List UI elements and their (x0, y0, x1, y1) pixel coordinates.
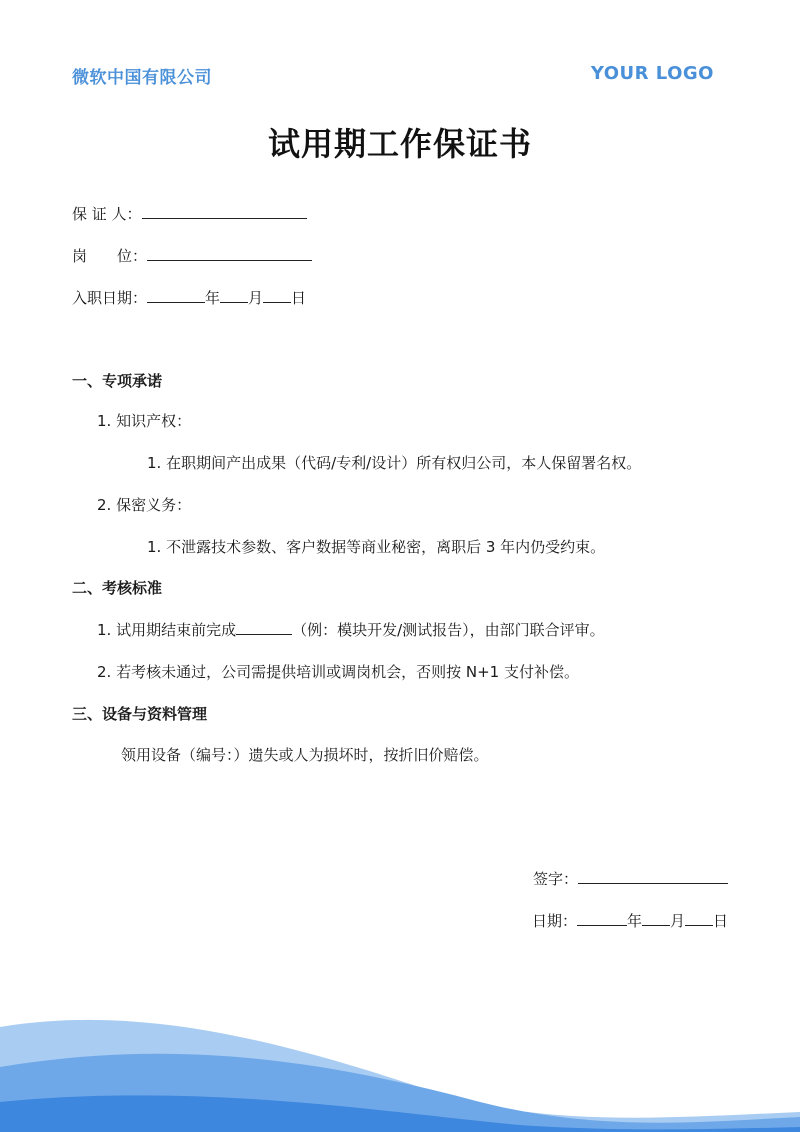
signature-date-label: 日期： (531, 912, 577, 930)
entry-day-label: 日 (291, 289, 307, 307)
guarantor-blank[interactable] (142, 205, 307, 219)
section-1-item-1-sub: 1. 在职期间产出成果（代码/专利/设计）所有权归公司，本人保留署名权。 (147, 454, 642, 472)
company-name: 微软中国有限公司 (72, 68, 212, 88)
signature-date-field (532, 910, 728, 931)
section-2-item-1-suffix: （例：模块开发/测试报告），由部门联合评审。 (292, 621, 605, 639)
deliverable-blank[interactable] (236, 621, 292, 635)
position-blank[interactable] (147, 247, 312, 261)
section-2-item-2: 2. 若考核未通过，公司需提供培训或调岗机会，否则按 N+1 支付补偿。 (97, 663, 579, 681)
sign-day-label: 日 (712, 912, 728, 930)
entry-year-blank[interactable] (147, 289, 205, 303)
signature-label: 签字： (532, 870, 578, 888)
section-2-item-1 (97, 619, 605, 640)
entry-month-blank[interactable] (220, 289, 248, 303)
section-1-item-2-sub: 1. 不泄露技术参数、客户数据等商业秘密，离职后 3 年内仍受约束。 (147, 538, 606, 556)
page-title: 试用期工作保证书 (267, 125, 532, 163)
entry-year-label: 年 (205, 289, 221, 307)
position-field (72, 245, 312, 266)
section-1-item-1: 1. 知识产权： (97, 412, 192, 430)
signature-field (533, 868, 728, 889)
sign-month-blank[interactable] (642, 912, 670, 926)
footer-waves (0, 1007, 800, 1132)
section-1-item-2: 2. 保密义务： (97, 496, 192, 514)
signature-blank[interactable] (578, 870, 728, 884)
guarantor-field (72, 203, 307, 224)
sign-year-blank[interactable] (577, 912, 627, 926)
section-3-text: 领用设备（编号：）遗失或人为损坏时，按折旧价赔偿。 (121, 746, 489, 764)
entry-date-label: 入职日期： (72, 289, 148, 307)
section-2-item-1-prefix: 1. 试用期结束前完成 (97, 621, 237, 639)
section-2-title: 二、考核标准 (72, 579, 163, 597)
section-1-title: 一、专项承诺 (72, 372, 163, 390)
section-3-title: 三、设备与资料管理 (72, 705, 208, 723)
entry-day-blank[interactable] (263, 289, 291, 303)
guarantor-label: 保 证 人： (72, 205, 142, 223)
entry-date-field (72, 287, 306, 308)
sign-year-label: 年 (626, 912, 642, 930)
sign-day-blank[interactable] (685, 912, 713, 926)
sign-month-label: 月 (669, 912, 685, 930)
entry-month-label: 月 (248, 289, 264, 307)
logo-text: YOUR LOGO (590, 63, 714, 84)
position-label: 岗 位： (72, 247, 148, 265)
